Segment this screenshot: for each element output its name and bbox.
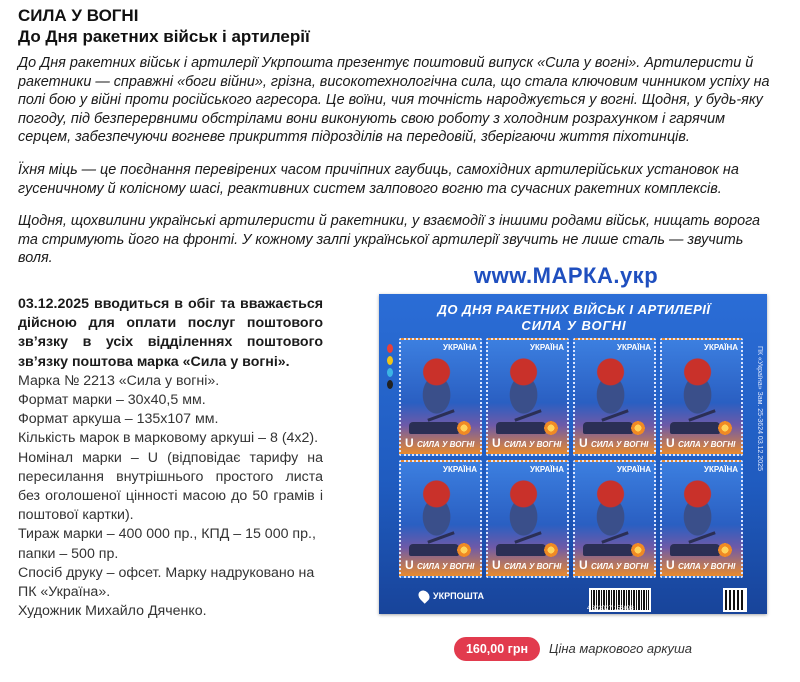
spec-item: Тираж марки – 400 000 пр., КПД – 15 000 пр., папки – 500 пр. — [18, 526, 316, 562]
stamp-title: СИЛА У ВОГНІ — [504, 440, 562, 449]
fire-icon — [543, 420, 559, 436]
sheet-title-line-1: ДО ДНЯ РАКЕТНИХ ВІЙСЬК І АРТИЛЕРІЇ — [437, 302, 711, 317]
stamp-country: УКРАЇНА — [616, 343, 651, 352]
sheet-footer — [379, 584, 767, 614]
stamp-nominal: U — [579, 436, 588, 450]
stamp-country: УКРАЇНА — [442, 343, 477, 352]
stamp-country: УКРАЇНА — [703, 343, 738, 352]
barcode-number: 4 823027 155098 — [587, 606, 634, 612]
stamp-title: СИЛА У ВОГНІ — [504, 562, 562, 571]
stamp-title: СИЛА У ВОГНІ — [678, 562, 736, 571]
stamp — [486, 460, 569, 578]
spec-item: Спосіб друку – офсет. Марку надруковано на ПК «Україна». — [18, 564, 315, 601]
color-dot — [387, 368, 393, 377]
stamp-title: СИЛА У ВОГНІ — [591, 562, 649, 571]
fire-icon — [456, 542, 472, 558]
spec-item: Марка № 2213 «Сила у вогні». — [18, 372, 220, 389]
spec-item: Формат аркуша – 135х107 мм. — [18, 411, 219, 428]
stamp-nominal: U — [666, 436, 675, 450]
spec-item: Формат марки – 30х40,5 мм. — [18, 392, 206, 409]
fire-icon — [630, 542, 646, 558]
stamp-country: УКРАЇНА — [703, 465, 738, 474]
spec-item: Художник Михайло Дяченко. — [18, 603, 207, 620]
website-link[interactable]: www.МАРКА.укр — [474, 263, 659, 288]
stamp-country: УКРАЇНА — [529, 465, 564, 474]
tank-icon — [496, 544, 546, 556]
color-registration-bar — [387, 344, 393, 390]
tank-icon — [409, 422, 459, 434]
stamp-nominal: U — [666, 558, 675, 572]
stamp-title: СИЛА У ВОГНІ — [591, 440, 649, 449]
tank-icon — [409, 544, 459, 556]
stamp-nominal: U — [405, 558, 414, 572]
stamp — [660, 460, 743, 578]
spec-item: Кількість марок в марковому аркуші – 8 (4х2). — [18, 430, 319, 447]
stamp-title: СИЛА У ВОГНІ — [678, 440, 736, 449]
issue-info — [18, 295, 323, 621]
fire-icon — [717, 542, 733, 558]
sheet-title-line-2: СИЛА У ВОГНІ — [521, 318, 627, 333]
stamp — [399, 338, 482, 456]
stamp — [399, 460, 482, 578]
fire-icon — [456, 420, 472, 436]
fire-icon — [543, 542, 559, 558]
stamp — [486, 338, 569, 456]
stamp-nominal: U — [492, 558, 501, 572]
stamp-nominal: U — [405, 436, 414, 450]
brand-name: УКРПОШТА — [433, 591, 485, 601]
color-dot — [387, 344, 393, 353]
stamp-nominal: U — [492, 436, 501, 450]
stamp-grid — [399, 338, 743, 578]
stamp-country: УКРАЇНА — [442, 465, 477, 474]
stamp-country: УКРАЇНА — [616, 465, 651, 474]
intro-paragraph-2: Їхня міць — це поєднання перевірених часом причіпних гаубиць, самохідних артилерійських установок на гусеничному й колісному шасі, реактивних систем залпового вогню та сучасних ракетних комплексів. — [18, 161, 739, 197]
issue-lead: 03.12.2025 вводиться в обіг та вважається дійсною для оплати послуг поштового зв’язку в усіх відділеннях поштового зв’язку поштова марка «Сила у вогні». — [18, 296, 323, 370]
intro-paragraph-1: До Дня ракетних військ і артилерії Укрпошта презентує поштовий випуск «Сила у вогні». Артилеристи й ракетники — справжні «боги війни», грізна, високотехнологічна сила, що стала ключовим чинником успіху на полі бою у війні проти російського агресора. Це воїни, чия точність народжується у вогні. Щодня, у будь-яку погоду, під безперервними обстрілами вони виконують свою роботу з холодним розрахунком і гарячим серцем, забезпечуючи вогневе прикриття підрозділів на передовій, зберігаючи життя піхотинців. — [18, 55, 770, 146]
sheet-side-text: ПК «Україна» Зам. 25-3624 03.12.2025 — [756, 346, 763, 471]
stamp-nominal: U — [579, 558, 588, 572]
stamp-country: УКРАЇНА — [529, 343, 564, 352]
color-dot — [387, 380, 393, 389]
stamp-title: СИЛА У ВОГНІ — [417, 562, 475, 571]
stamp-sheet-image — [379, 294, 767, 614]
stamp-title: СИЛА У ВОГНІ — [417, 440, 475, 449]
tank-icon — [583, 422, 633, 434]
location-pin-icon — [416, 588, 432, 604]
color-dot — [387, 356, 393, 365]
price-label: Ціна маркового аркуша — [549, 641, 693, 656]
qr-code-icon — [723, 588, 747, 612]
spec-item: Номінал марки – U (відповідає тарифу на пересилання внутрішнього простого листа без оголошеної цінності масою до 50 грамів і поштової картки). — [18, 449, 323, 524]
tank-icon — [670, 422, 720, 434]
ukrposhta-logo — [419, 590, 484, 602]
tank-icon — [583, 544, 633, 556]
stamp — [573, 460, 656, 578]
intro-text — [18, 54, 780, 268]
price-badge: 160,00 грн — [454, 637, 540, 661]
fire-icon — [630, 420, 646, 436]
page-title: СИЛА У ВОГНІ — [18, 6, 139, 25]
tank-icon — [496, 422, 546, 434]
stamp — [573, 338, 656, 456]
fire-icon — [717, 420, 733, 436]
intro-paragraph-3: Щодня, щохвилини українські артилеристи й ракетники, у взаємодії з іншими родами військ, нищать ворога та стримують його на фронті. У кожному залпі української артилерії звучить не лише сталь — звучить воля. — [18, 213, 761, 267]
page-subtitle: До Дня ракетних військ і артилерії — [18, 27, 310, 46]
tank-icon — [670, 544, 720, 556]
stamp — [660, 338, 743, 456]
